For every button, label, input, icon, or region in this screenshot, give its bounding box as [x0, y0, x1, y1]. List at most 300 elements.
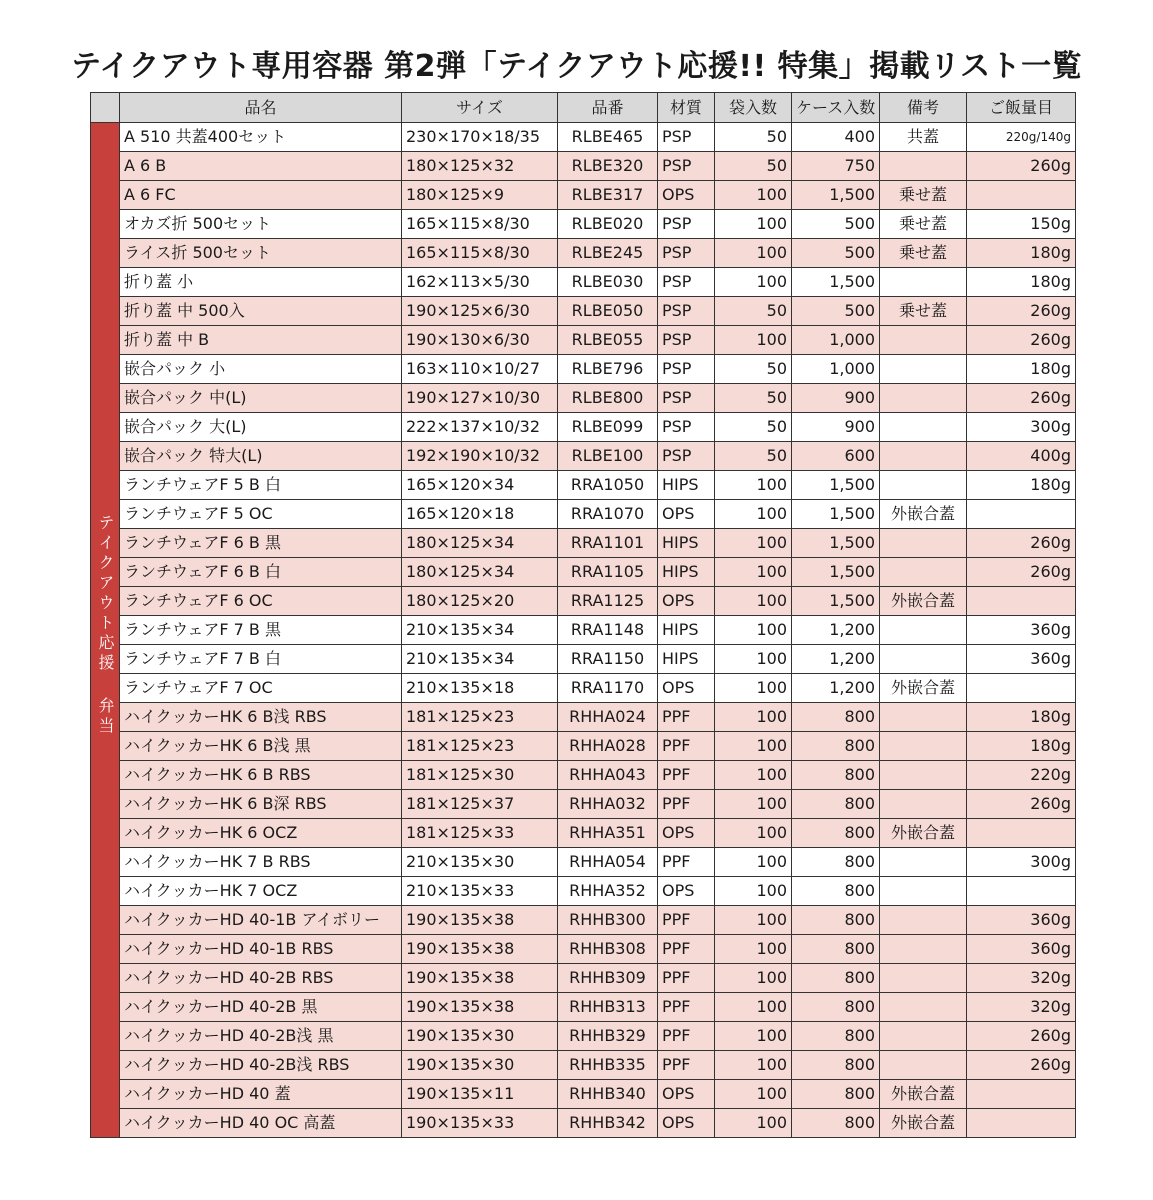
product-name: A 6 B — [120, 152, 402, 181]
product-table — [90, 92, 1076, 1138]
product-code: RRA1050 — [558, 471, 658, 500]
product-code: RRA1070 — [558, 500, 658, 529]
product-size: 165×115×8/30 — [402, 210, 558, 239]
product-size: 181×125×37 — [402, 790, 558, 819]
table-row — [91, 877, 1076, 906]
product-name: ハイクッカーHK 6 B浅 RBS — [120, 703, 402, 732]
product-code: RRA1101 — [558, 529, 658, 558]
product-size: 190×135×11 — [402, 1080, 558, 1109]
product-note — [880, 616, 967, 645]
bag-quantity: 100 — [715, 616, 792, 645]
bag-quantity: 100 — [715, 732, 792, 761]
product-note: 外嵌合蓋 — [880, 500, 967, 529]
product-material: HIPS — [658, 471, 715, 500]
bag-quantity: 50 — [715, 123, 792, 152]
case-quantity: 800 — [792, 790, 880, 819]
header-code: 品番 — [558, 93, 658, 123]
case-quantity: 800 — [792, 993, 880, 1022]
product-name: ハイクッカーHK 6 OCZ — [120, 819, 402, 848]
product-name: ハイクッカーHD 40-2B浅 黒 — [120, 1022, 402, 1051]
product-name: ハイクッカーHK 7 OCZ — [120, 877, 402, 906]
bag-quantity: 100 — [715, 529, 792, 558]
rice-amount: 260g — [967, 384, 1076, 413]
product-note — [880, 442, 967, 471]
product-size: 180×125×34 — [402, 558, 558, 587]
product-material: PSP — [658, 297, 715, 326]
product-size: 190×135×38 — [402, 906, 558, 935]
product-code: RLBE030 — [558, 268, 658, 297]
product-code: RHHA054 — [558, 848, 658, 877]
product-name: ハイクッカーHD 40-1B アイボリー — [120, 906, 402, 935]
product-name: オカズ折 500セット — [120, 210, 402, 239]
product-name: ハイクッカーHD 40-1B RBS — [120, 935, 402, 964]
product-code: RHHB329 — [558, 1022, 658, 1051]
header-rice: ご飯量目 — [967, 93, 1076, 123]
bag-quantity: 50 — [715, 152, 792, 181]
product-code: RLBE465 — [558, 123, 658, 152]
table-row — [91, 442, 1076, 471]
rice-amount: 220g/140g — [967, 123, 1076, 152]
product-code: RLBE020 — [558, 210, 658, 239]
product-note — [880, 384, 967, 413]
product-size: 181×125×23 — [402, 703, 558, 732]
rice-amount — [967, 877, 1076, 906]
product-code: RHHB313 — [558, 993, 658, 1022]
product-note — [880, 152, 967, 181]
product-note — [880, 529, 967, 558]
product-material: HIPS — [658, 645, 715, 674]
table-row — [91, 732, 1076, 761]
case-quantity: 800 — [792, 1080, 880, 1109]
rice-amount: 360g — [967, 645, 1076, 674]
case-quantity: 800 — [792, 1051, 880, 1080]
case-quantity: 1,500 — [792, 500, 880, 529]
product-material: HIPS — [658, 529, 715, 558]
case-quantity: 1,000 — [792, 326, 880, 355]
rice-amount: 400g — [967, 442, 1076, 471]
product-size: 190×125×6/30 — [402, 297, 558, 326]
product-material: PSP — [658, 210, 715, 239]
case-quantity: 800 — [792, 703, 880, 732]
bag-quantity: 50 — [715, 413, 792, 442]
rice-amount — [967, 500, 1076, 529]
bag-quantity: 100 — [715, 239, 792, 268]
product-note: 共蓋 — [880, 123, 967, 152]
product-name: 折り蓋 小 — [120, 268, 402, 297]
product-note — [880, 326, 967, 355]
table-row — [91, 181, 1076, 210]
table-row — [91, 645, 1076, 674]
product-material: PSP — [658, 268, 715, 297]
product-code: RLBE100 — [558, 442, 658, 471]
product-size: 180×125×20 — [402, 587, 558, 616]
product-note — [880, 413, 967, 442]
product-material: PPF — [658, 848, 715, 877]
rice-amount: 220g — [967, 761, 1076, 790]
product-code: RLBE320 — [558, 152, 658, 181]
table-row — [91, 558, 1076, 587]
product-note: 乗せ蓋 — [880, 210, 967, 239]
product-note — [880, 645, 967, 674]
product-size: 190×135×33 — [402, 1109, 558, 1138]
product-note: 外嵌合蓋 — [880, 1080, 967, 1109]
bag-quantity: 50 — [715, 355, 792, 384]
table-row — [91, 123, 1076, 152]
product-material: PSP — [658, 123, 715, 152]
table-header-row — [91, 93, 1076, 123]
product-material: PPF — [658, 761, 715, 790]
product-material: PPF — [658, 935, 715, 964]
rice-amount — [967, 181, 1076, 210]
product-material: PPF — [658, 1022, 715, 1051]
product-size: 210×135×34 — [402, 645, 558, 674]
bag-quantity: 100 — [715, 1051, 792, 1080]
product-material: HIPS — [658, 616, 715, 645]
table-row — [91, 587, 1076, 616]
rice-amount — [967, 587, 1076, 616]
product-note — [880, 355, 967, 384]
bag-quantity: 100 — [715, 181, 792, 210]
table-row — [91, 1022, 1076, 1051]
product-material: OPS — [658, 181, 715, 210]
product-size: 181×125×23 — [402, 732, 558, 761]
product-note: 外嵌合蓋 — [880, 1109, 967, 1138]
product-note — [880, 703, 967, 732]
rice-amount: 300g — [967, 848, 1076, 877]
header-material: 材質 — [658, 93, 715, 123]
rice-amount: 150g — [967, 210, 1076, 239]
bag-quantity: 100 — [715, 1022, 792, 1051]
product-note — [880, 558, 967, 587]
product-code: RLBE317 — [558, 181, 658, 210]
bag-quantity: 100 — [715, 268, 792, 297]
product-name: ハイクッカーHD 40 蓋 — [120, 1080, 402, 1109]
table-row — [91, 1080, 1076, 1109]
product-name: ランチウェアF 6 B 黒 — [120, 529, 402, 558]
case-quantity: 1,500 — [792, 587, 880, 616]
table-row — [91, 1109, 1076, 1138]
rice-amount: 360g — [967, 906, 1076, 935]
product-size: 190×127×10/30 — [402, 384, 558, 413]
table-row — [91, 674, 1076, 703]
bag-quantity: 50 — [715, 297, 792, 326]
case-quantity: 800 — [792, 935, 880, 964]
table-row — [91, 326, 1076, 355]
product-material: PSP — [658, 355, 715, 384]
table-row — [91, 993, 1076, 1022]
product-code: RHHB342 — [558, 1109, 658, 1138]
product-code: RHHA352 — [558, 877, 658, 906]
product-code: RRA1150 — [558, 645, 658, 674]
rice-amount: 260g — [967, 790, 1076, 819]
rice-amount: 260g — [967, 1022, 1076, 1051]
case-quantity: 1,500 — [792, 529, 880, 558]
case-quantity: 800 — [792, 848, 880, 877]
case-quantity: 800 — [792, 819, 880, 848]
table-row — [91, 210, 1076, 239]
product-material: PSP — [658, 326, 715, 355]
product-material: OPS — [658, 1109, 715, 1138]
product-material: OPS — [658, 877, 715, 906]
product-code: RRA1125 — [558, 587, 658, 616]
product-material: PSP — [658, 239, 715, 268]
case-quantity: 800 — [792, 877, 880, 906]
product-name: ランチウェアF 7 OC — [120, 674, 402, 703]
rice-amount: 260g — [967, 152, 1076, 181]
page-title: テイクアウト専用容器 第2弾「テイクアウト応援!! 特集」掲載リスト一覧 — [70, 49, 1083, 84]
product-note: 乗せ蓋 — [880, 181, 967, 210]
product-name: 折り蓋 中 B — [120, 326, 402, 355]
product-name: ハイクッカーHK 6 B浅 黒 — [120, 732, 402, 761]
product-size: 222×137×10/32 — [402, 413, 558, 442]
product-material: PPF — [658, 906, 715, 935]
product-size: 162×113×5/30 — [402, 268, 558, 297]
bag-quantity: 100 — [715, 558, 792, 587]
table-row — [91, 935, 1076, 964]
product-note: 外嵌合蓋 — [880, 674, 967, 703]
product-note: 乗せ蓋 — [880, 239, 967, 268]
case-quantity: 800 — [792, 906, 880, 935]
bag-quantity: 100 — [715, 819, 792, 848]
table-row — [91, 1051, 1076, 1080]
product-material: PPF — [658, 993, 715, 1022]
bag-quantity: 100 — [715, 906, 792, 935]
case-quantity: 1,200 — [792, 674, 880, 703]
bag-quantity: 100 — [715, 761, 792, 790]
bag-quantity: 100 — [715, 500, 792, 529]
product-code: RRA1105 — [558, 558, 658, 587]
category-label — [91, 123, 120, 1138]
product-code: RHHA032 — [558, 790, 658, 819]
product-note — [880, 877, 967, 906]
product-code: RRA1170 — [558, 674, 658, 703]
table-row — [91, 152, 1076, 181]
product-material: PPF — [658, 732, 715, 761]
product-note — [880, 471, 967, 500]
rice-amount: 180g — [967, 471, 1076, 500]
product-name: 嵌合パック 中(L) — [120, 384, 402, 413]
product-name: A 510 共蓋400セット — [120, 123, 402, 152]
product-name: ハイクッカーHD 40 OC 高蓋 — [120, 1109, 402, 1138]
product-material: PSP — [658, 152, 715, 181]
table-row — [91, 384, 1076, 413]
product-size: 190×130×6/30 — [402, 326, 558, 355]
category-text: テイクアウト応援 弁当 — [96, 514, 115, 737]
product-material: PSP — [658, 413, 715, 442]
product-size: 181×125×30 — [402, 761, 558, 790]
product-note — [880, 268, 967, 297]
product-size: 190×135×30 — [402, 1022, 558, 1051]
table-row — [91, 616, 1076, 645]
rice-amount: 360g — [967, 935, 1076, 964]
rice-amount — [967, 1109, 1076, 1138]
product-size: 190×135×38 — [402, 993, 558, 1022]
rice-amount — [967, 1080, 1076, 1109]
product-code: RHHB309 — [558, 964, 658, 993]
bag-quantity: 100 — [715, 993, 792, 1022]
rice-amount: 320g — [967, 993, 1076, 1022]
product-name: ハイクッカーHK 6 B深 RBS — [120, 790, 402, 819]
header-blank — [91, 93, 120, 123]
product-name: 嵌合パック 大(L) — [120, 413, 402, 442]
product-name: 嵌合パック 特大(L) — [120, 442, 402, 471]
table-row — [91, 355, 1076, 384]
product-name: ランチウェアF 6 OC — [120, 587, 402, 616]
case-quantity: 1,500 — [792, 181, 880, 210]
case-quantity: 1,200 — [792, 616, 880, 645]
header-note: 備考 — [880, 93, 967, 123]
product-note: 乗せ蓋 — [880, 297, 967, 326]
product-code: RRA1148 — [558, 616, 658, 645]
product-code: RLBE055 — [558, 326, 658, 355]
table-row — [91, 819, 1076, 848]
table-row — [91, 790, 1076, 819]
product-size: 181×125×33 — [402, 819, 558, 848]
product-size: 210×135×30 — [402, 848, 558, 877]
case-quantity: 1,500 — [792, 471, 880, 500]
product-size: 190×135×38 — [402, 935, 558, 964]
product-material: OPS — [658, 587, 715, 616]
product-material: PSP — [658, 442, 715, 471]
rice-amount: 260g — [967, 297, 1076, 326]
product-name: ハイクッカーHK 6 B RBS — [120, 761, 402, 790]
table-row — [91, 239, 1076, 268]
case-quantity: 800 — [792, 732, 880, 761]
product-size: 192×190×10/32 — [402, 442, 558, 471]
product-code: RHHA028 — [558, 732, 658, 761]
product-note — [880, 906, 967, 935]
table-row — [91, 761, 1076, 790]
table-row — [91, 703, 1076, 732]
bag-quantity: 100 — [715, 964, 792, 993]
table-row — [91, 471, 1076, 500]
product-name: ライス折 500セット — [120, 239, 402, 268]
product-material: PPF — [658, 964, 715, 993]
rice-amount: 260g — [967, 558, 1076, 587]
product-size: 210×135×18 — [402, 674, 558, 703]
product-name: ハイクッカーHK 7 B RBS — [120, 848, 402, 877]
bag-quantity: 50 — [715, 442, 792, 471]
product-note — [880, 1022, 967, 1051]
product-code: RLBE245 — [558, 239, 658, 268]
product-material: PPF — [658, 1051, 715, 1080]
product-name: ハイクッカーHD 40-2B浅 RBS — [120, 1051, 402, 1080]
product-note: 外嵌合蓋 — [880, 587, 967, 616]
product-note — [880, 964, 967, 993]
table-row — [91, 413, 1076, 442]
product-size: 180×125×9 — [402, 181, 558, 210]
table-body — [91, 123, 1076, 1138]
product-size: 163×110×10/27 — [402, 355, 558, 384]
case-quantity: 800 — [792, 761, 880, 790]
bag-quantity: 100 — [715, 674, 792, 703]
product-code: RHHB340 — [558, 1080, 658, 1109]
product-code: RHHA024 — [558, 703, 658, 732]
table-row — [91, 848, 1076, 877]
product-name: A 6 FC — [120, 181, 402, 210]
product-name: 折り蓋 中 500入 — [120, 297, 402, 326]
bag-quantity: 100 — [715, 935, 792, 964]
rice-amount: 260g — [967, 529, 1076, 558]
product-material: OPS — [658, 500, 715, 529]
product-name: ハイクッカーHD 40-2B RBS — [120, 964, 402, 993]
bag-quantity: 100 — [715, 848, 792, 877]
product-size: 210×135×33 — [402, 877, 558, 906]
rice-amount: 260g — [967, 1051, 1076, 1080]
case-quantity: 900 — [792, 384, 880, 413]
bag-quantity: 100 — [715, 645, 792, 674]
product-name: ランチウェアF 6 B 白 — [120, 558, 402, 587]
rice-amount: 180g — [967, 239, 1076, 268]
product-note — [880, 848, 967, 877]
case-quantity: 1,000 — [792, 355, 880, 384]
case-quantity: 900 — [792, 413, 880, 442]
product-material: PPF — [658, 790, 715, 819]
product-material: OPS — [658, 1080, 715, 1109]
table-row — [91, 500, 1076, 529]
bag-quantity: 100 — [715, 1080, 792, 1109]
product-material: PSP — [658, 384, 715, 413]
rice-amount: 180g — [967, 268, 1076, 297]
product-size: 190×135×38 — [402, 964, 558, 993]
product-material: HIPS — [658, 558, 715, 587]
product-name: ランチウェアF 5 B 白 — [120, 471, 402, 500]
product-name: ランチウェアF 5 OC — [120, 500, 402, 529]
rice-amount: 320g — [967, 964, 1076, 993]
product-code: RHHA043 — [558, 761, 658, 790]
product-material: OPS — [658, 819, 715, 848]
bag-quantity: 100 — [715, 471, 792, 500]
product-note — [880, 993, 967, 1022]
case-quantity: 800 — [792, 1109, 880, 1138]
product-size: 230×170×18/35 — [402, 123, 558, 152]
product-material: PPF — [658, 703, 715, 732]
product-note — [880, 732, 967, 761]
product-size: 190×135×30 — [402, 1051, 558, 1080]
rice-amount: 180g — [967, 732, 1076, 761]
header-case-qty: ケース入数 — [792, 93, 880, 123]
rice-amount — [967, 819, 1076, 848]
product-material: OPS — [658, 674, 715, 703]
case-quantity: 500 — [792, 239, 880, 268]
bag-quantity: 100 — [715, 587, 792, 616]
bag-quantity: 100 — [715, 326, 792, 355]
product-note — [880, 935, 967, 964]
case-quantity: 750 — [792, 152, 880, 181]
bag-quantity: 100 — [715, 790, 792, 819]
header-name: 品名 — [120, 93, 402, 123]
table-row — [91, 268, 1076, 297]
rice-amount: 260g — [967, 326, 1076, 355]
table-row — [91, 529, 1076, 558]
bag-quantity: 100 — [715, 703, 792, 732]
header-size: サイズ — [402, 93, 558, 123]
product-name: 嵌合パック 小 — [120, 355, 402, 384]
product-note: 外嵌合蓋 — [880, 819, 967, 848]
table-row — [91, 964, 1076, 993]
product-size: 165×120×18 — [402, 500, 558, 529]
product-note — [880, 1051, 967, 1080]
product-size: 165×120×34 — [402, 471, 558, 500]
case-quantity: 500 — [792, 297, 880, 326]
bag-quantity: 100 — [715, 877, 792, 906]
product-code: RHHA351 — [558, 819, 658, 848]
product-code: RHHB335 — [558, 1051, 658, 1080]
product-size: 180×125×34 — [402, 529, 558, 558]
product-name: ランチウェアF 7 B 白 — [120, 645, 402, 674]
case-quantity: 1,500 — [792, 268, 880, 297]
rice-amount: 180g — [967, 355, 1076, 384]
